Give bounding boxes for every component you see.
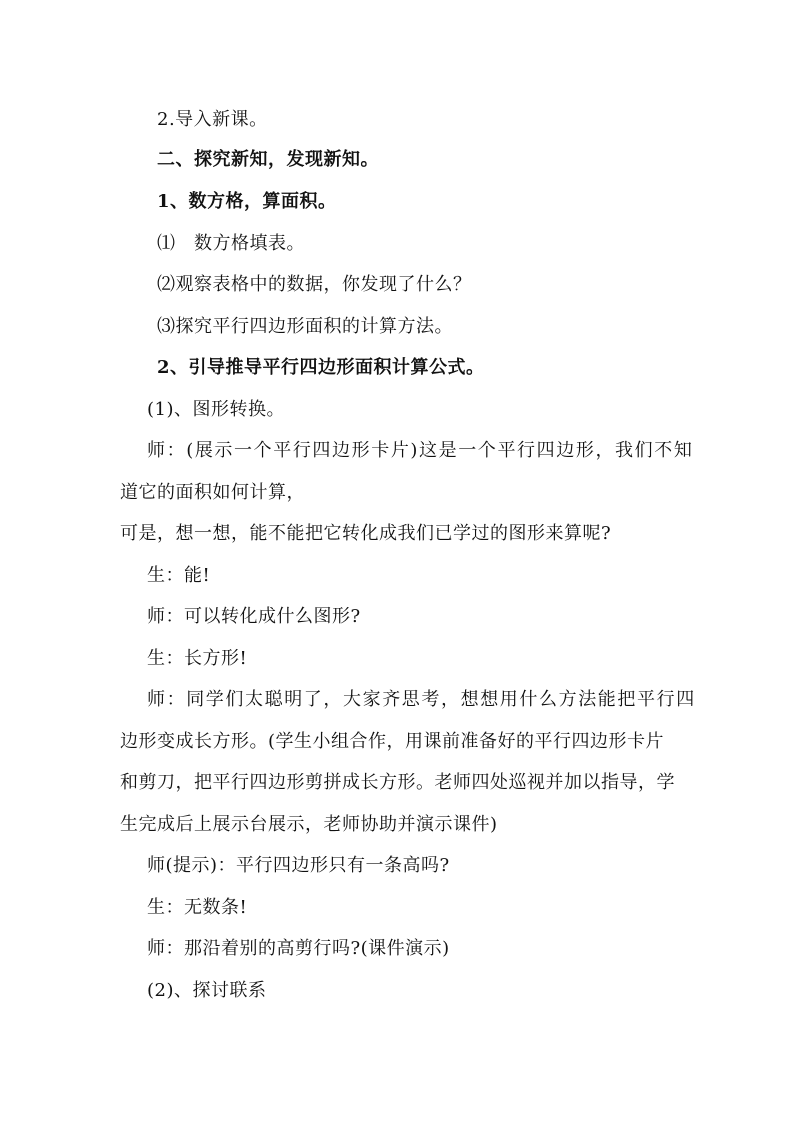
heading-count-squares: 1、数方格，算面积。 <box>157 191 337 212</box>
text-line-student-1: 生：能! <box>147 565 211 586</box>
text-line-explore-method: ⑶探究平行四边形面积的计算方法。 <box>157 316 453 337</box>
text-line-observe-data: ⑵观察表格中的数据，你发现了什么？ <box>157 274 472 295</box>
text-line-teacher-1a: 师：(展示一个平行四边形卡片)这是一个平行四边形，我们不知 <box>147 440 694 461</box>
text-line-shape-transform: (1)、图形转换。 <box>147 399 285 420</box>
text-line-teacher-3a: 师：同学们太聪明了，大家齐思考，想想用什么方法能把平行四 <box>147 689 696 710</box>
text-line-teacher-3b: 边形变成长方形。(学生小组合作，用课前准备好的平行四边形卡片 <box>120 731 665 752</box>
heading-derive-formula: 2、引导推导平行四边形面积计算公式。 <box>157 357 485 378</box>
text-line-teacher-3c: 和剪刀，把平行四边形剪拼成长方形。老师四处巡视并加以指导，学 <box>120 772 675 793</box>
text-line-teacher-1c: 可是，想一想，能不能把它转化成我们已学过的图形来算呢? <box>120 523 612 544</box>
text-line-student-2: 生：长方形! <box>147 648 248 669</box>
text-line-teacher-hint: 师(提示)：平行四边形只有一条高吗? <box>147 855 450 876</box>
text-line-teacher-4: 师：那沿着别的高剪行吗?(课件演示) <box>147 938 450 959</box>
heading-explore: 二、探究新知，发现新知。 <box>157 149 379 170</box>
text-line-intro-lesson: 2.导入新课。 <box>157 109 268 130</box>
text-line-fill-table: ⑴ 数方格填表。 <box>157 233 305 254</box>
text-line-teacher-2: 师：可以转化成什么图形? <box>147 606 361 627</box>
text-line-student-3: 生：无数条! <box>147 897 248 918</box>
text-line-teacher-3d: 生完成后上展示台展示，老师协助并演示课件) <box>120 814 498 835</box>
text-line-teacher-1b: 道它的面积如何计算， <box>120 482 305 503</box>
text-line-discuss: (2)、探讨联系 <box>147 980 267 1001</box>
